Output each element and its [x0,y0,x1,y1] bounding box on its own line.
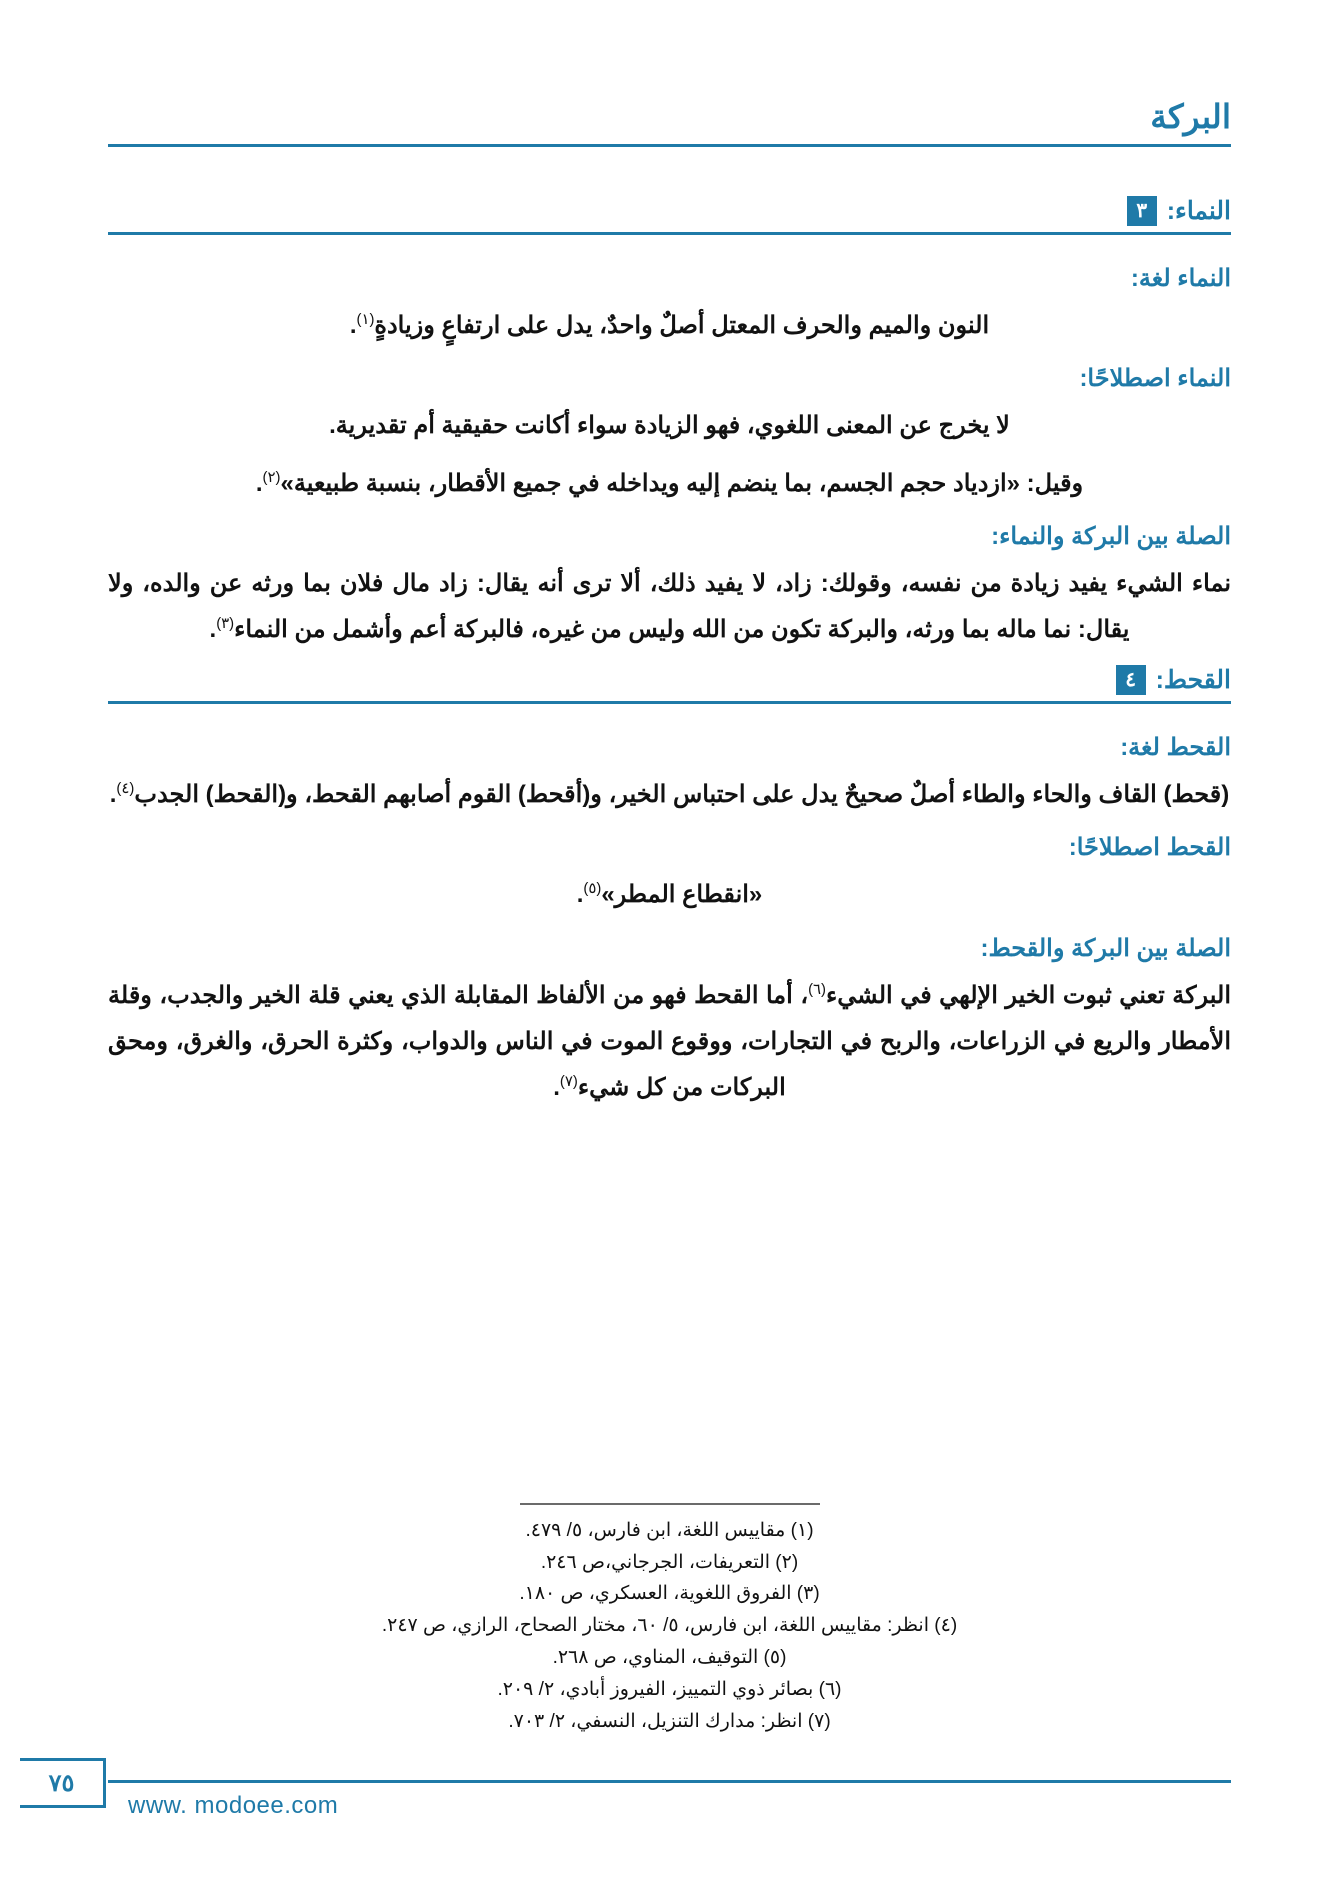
paragraph-relation-baraka-qaht [108,973,1231,1111]
paragraph-tail: ، أما القحط فهو من الألفاظ المقابلة الذي يعني قلة الخير والجدب، وقلة الأمطار والريع في الزراعات، والربح في التجارات، ووقوع الموت في الناس والدواب، وكثرة الحرق، والغرق، ومحق البركات من كل شيء [108,981,1231,1101]
page-number: ٧٥ [20,1758,106,1808]
section-heading-3 [108,196,1231,226]
paragraph-relation-baraka-nama [108,561,1231,653]
header-title: البركة [1150,98,1231,135]
header-divider [108,144,1231,147]
footnote-number: (٧) [807,1711,831,1733]
footnote-ref: (١) [356,312,375,328]
section-divider [108,701,1231,704]
paragraph-nama-lugha [108,303,1231,349]
subheading-qaht-lugha: القحط لغة: [1120,734,1231,762]
paragraph-tail: . [209,616,217,644]
section-title: النماء: [1166,197,1231,225]
paragraph-text: نماء الشيء يفيد زيادة من نفسه، وقولك: زاد، لا يفيد ذلك، ألا ترى أنه يقال: زاد مال فلان بما ورثه عن والده، ولا يقال: نما ماله بما ورثه، والبركة تكون من الله وليس من غيره، فالبركة أعم وأشمل من النماء [108,570,1231,644]
paragraph-qaht-lugha [108,772,1231,818]
paragraph-text: وقيل: «ازدياد حجم الجسم، بما ينضم إليه ويداخله في جميع الأقطار، بنسبة طبيعية» [280,470,1084,498]
footnotes-section [108,1503,1231,1738]
paragraph-qaht-istilah [108,872,1231,918]
footnote-number: (٣) [796,1583,820,1605]
footnote-ref: (٣) [216,616,235,633]
footnote-item [108,1610,1231,1642]
footnote-item [108,1547,1231,1579]
section-number-badge: ٣ [1127,196,1157,226]
footnote-text: مقاييس اللغة، ابن فارس، ٥/ ٤٧٩. [525,1519,786,1541]
paragraph-tail: . [349,312,357,339]
site-url[interactable]: www. modoee.com [128,1792,339,1819]
footnote-number: (٦) [818,1679,842,1701]
footnote-text: الفروق اللغوية، العسكري، ص ١٨٠. [519,1583,792,1605]
paragraph-text: لا يخرج عن المعنى اللغوي، فهو الزيادة سواء أكانت حقيقية أم تقديرية. [329,412,1010,440]
footnote-number: (١) [790,1519,814,1541]
footer-divider [108,1780,1231,1783]
page-content [108,196,1231,1123]
footnote-number: (٢) [775,1551,799,1573]
paragraph-text: البركة تعني ثبوت الخير الإلهي في الشيء [826,981,1232,1009]
subheading-nama-lugha: النماء لغة: [1130,265,1231,292]
footnote-number: (٥) [763,1647,787,1669]
section-title: القحط: [1155,666,1231,695]
section-number-badge: ٤ [1116,665,1146,695]
paragraph-tail: . [553,1073,560,1101]
footnote-item [108,1515,1231,1547]
subheading-qaht-istilah: القحط اصطلاحًا: [1068,834,1231,862]
footnote-item [108,1674,1231,1706]
footnote-ref: (٥) [583,881,602,898]
paragraph-text: النون والميم والحرف المعتل أصلٌ واحدٌ، يدل على ارتفاعٍ وزيادةٍ [374,312,990,339]
footnote-ref: (٧) [559,1073,578,1090]
subheading-relation-baraka-nama: الصلة بين البركة والنماء: [991,523,1231,551]
footnote-ref: (٦) [808,981,827,998]
footnotes-list [108,1515,1231,1738]
footnote-text: التعريفات، الجرجاني،ص ٢٤٦. [540,1551,771,1573]
footnotes-divider [520,1503,820,1505]
paragraph-text: (قحط) القاف والحاء والطاء أصلٌ صحيحٌ يدل على احتباس الخير، و(أقحط) القوم أصابهم القحط، و(القحط) الجدب [134,781,1230,809]
section-divider [108,232,1231,235]
paragraph-tail: . [255,470,263,498]
footnote-ref: (٢) [262,470,281,487]
paragraph-nama-istilah-1 [108,403,1231,449]
paragraph-tail: . [109,781,117,809]
running-header [108,98,1231,152]
footnote-text: بصائر ذوي التمييز، الفيروز أبادي، ٢/ ٢٠٩. [497,1679,814,1701]
page-footer [0,1769,1339,1838]
section-heading-4 [108,665,1231,695]
footnote-item [108,1642,1231,1674]
paragraph-text: «انقطاع المطر» [601,881,763,909]
footnote-number: (٤) [934,1615,958,1637]
subheading-relation-baraka-qaht: الصلة بين البركة والقحط: [980,934,1231,962]
footnote-item [108,1578,1231,1610]
paragraph-tail: . [576,881,584,909]
footnote-ref: (٤) [116,781,135,798]
subheading-nama-istilah: النماء اصطلاحًا: [1079,365,1231,393]
footnote-item [108,1706,1231,1738]
paragraph-nama-istilah-2 [108,461,1231,507]
footnote-text: انظر: مقاييس اللغة، ابن فارس، ٥/ ٦٠، مختار الصحاح، الرازي، ص ٢٤٧. [381,1615,929,1637]
footnote-text: التوقيف، المناوي، ص ٢٦٨. [552,1647,759,1669]
footnote-text: انظر: مدارك التنزيل، النسفي، ٢/ ٧٠٣. [508,1711,803,1733]
